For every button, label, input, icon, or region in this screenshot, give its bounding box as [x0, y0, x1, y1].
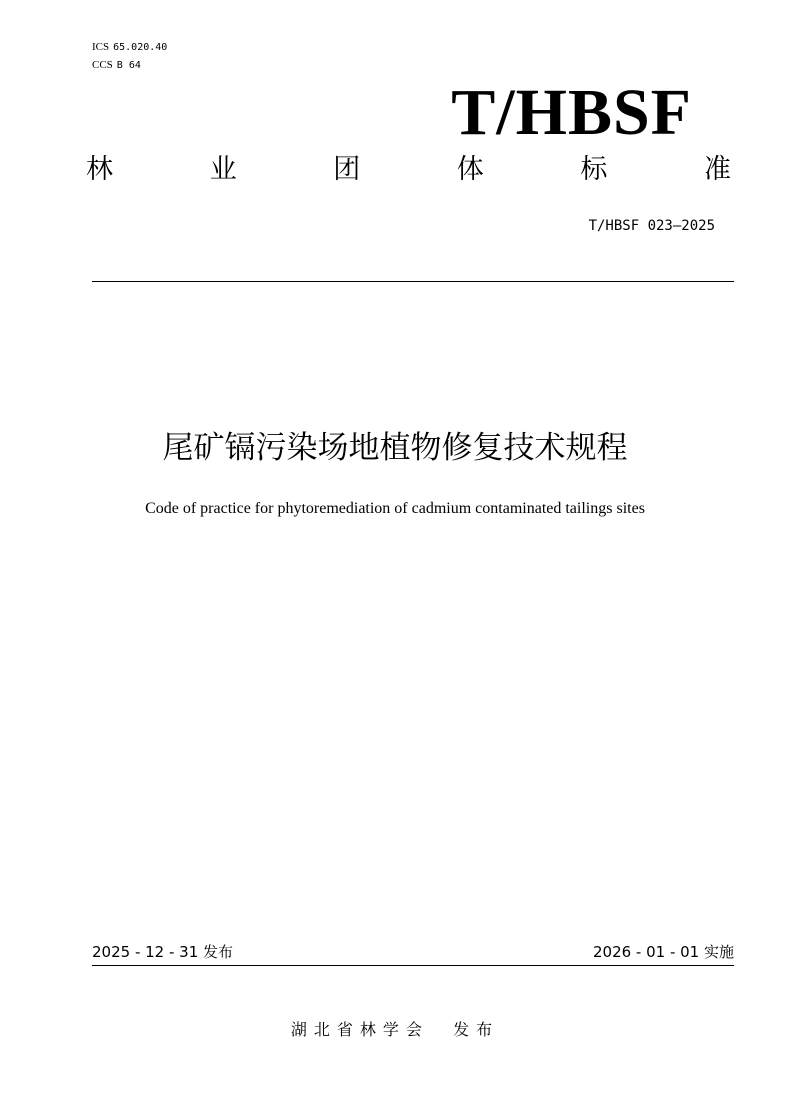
- ics-value: 65.020.40: [113, 42, 168, 53]
- standard-kind-char: 业: [209, 154, 237, 185]
- ccs-label: CCS: [92, 59, 113, 71]
- standard-code: T/HBSF 023—2025: [588, 218, 715, 234]
- ccs-line: [92, 58, 141, 73]
- brand-logo: T/HBSF: [451, 76, 692, 149]
- top-divider: [92, 281, 734, 282]
- standard-kind-char: 团: [333, 154, 361, 185]
- standard-kind-char: 林: [86, 154, 113, 185]
- ics-line: [92, 40, 167, 55]
- standard-kind-char: 准: [703, 154, 731, 185]
- standard-kind-char: 标: [580, 154, 608, 185]
- ics-label: ICS: [92, 41, 110, 53]
- ccs-value: B 64: [116, 60, 141, 71]
- standard-kind-char: 体: [456, 154, 484, 185]
- bottom-divider: [92, 965, 734, 966]
- document-title-english: Code of practice for phytoremediation of cadmium contaminated tailings sites: [145, 500, 645, 517]
- publisher: 湖北省林学会 发布: [290, 1020, 500, 1039]
- implementation-date: 2026 - 01 - 01 实施: [592, 943, 734, 961]
- standard-kind-heading: [86, 152, 731, 188]
- document-title-chinese: 尾矿镉污染场地植物修复技术规程: [162, 430, 628, 466]
- issue-date: 2025 - 12 - 31 发布: [92, 943, 234, 961]
